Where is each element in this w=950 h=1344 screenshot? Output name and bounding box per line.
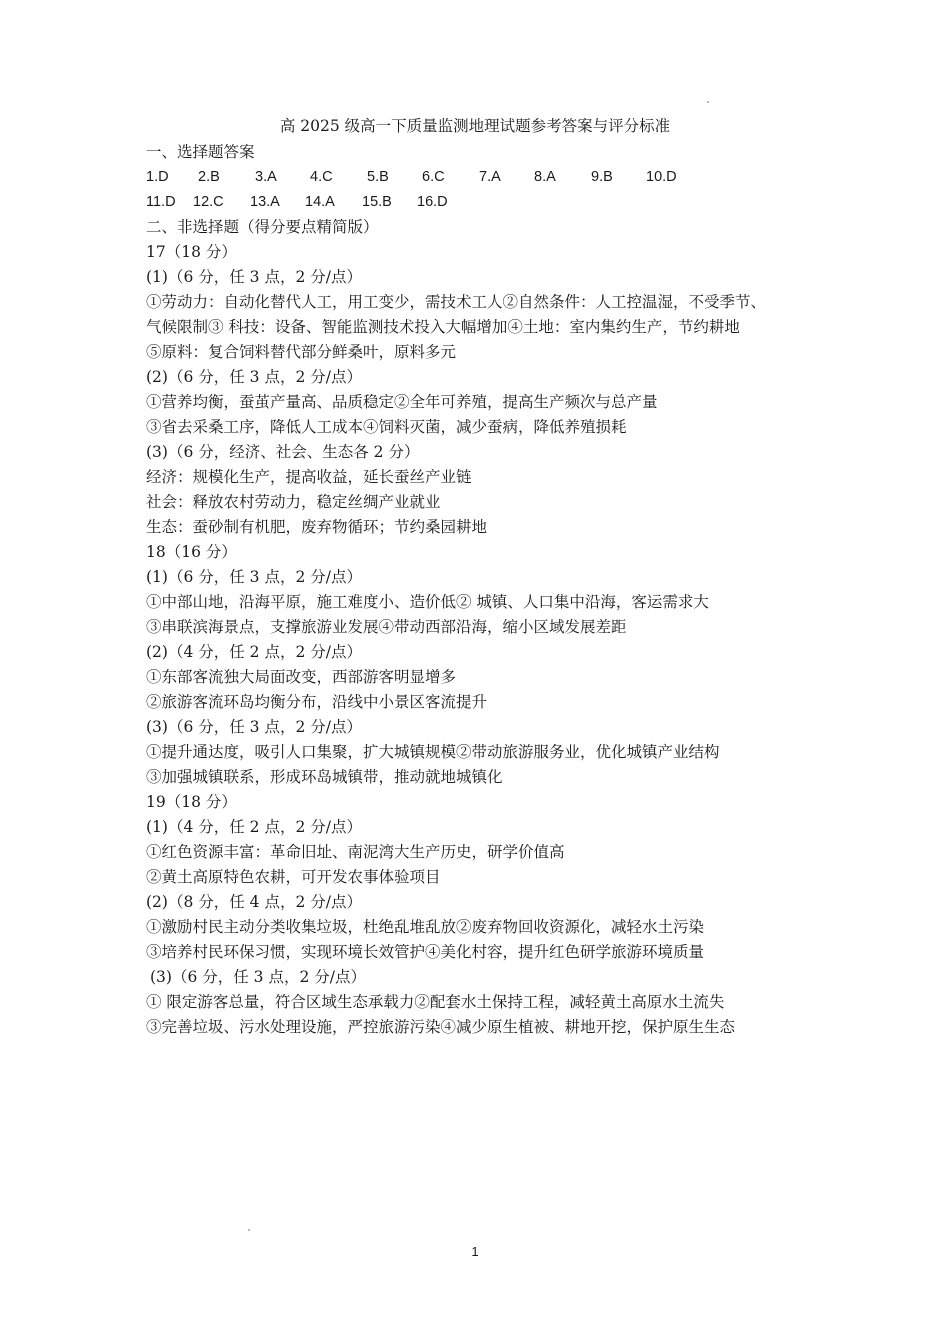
q18-part3-scoring: (3)（6 分，任 3 点，2 分/点）: [146, 718, 362, 736]
choice-answer: 15.B: [362, 194, 392, 210]
answer-line: ①红色资源丰富：革命旧址、南泥湾大生产历史，研学价值高: [146, 843, 565, 861]
page-number: 1: [471, 1244, 479, 1259]
answer-line: 经济：规模化生产，提高收益，延长蚕丝产业链: [146, 468, 472, 486]
choice-answer: 2.B: [198, 169, 220, 185]
answer-line: ①劳动力：自动化替代人工，用工变少，需技术工人②自然条件：人工控温湿，不受季节、: [146, 293, 767, 311]
q19-part3-scoring: (3)（6 分，任 3 点，2 分/点）: [150, 968, 366, 986]
choice-answer: 6.C: [422, 169, 445, 185]
choice-answer: 12.C: [193, 194, 224, 210]
question-19-heading: 19（18 分）: [146, 793, 237, 811]
choice-answer: 10.D: [646, 169, 677, 185]
choice-answer: 7.A: [479, 169, 501, 185]
answer-line: ②旅游客流环岛均衡分布，沿线中小景区客流提升: [146, 693, 488, 711]
choice-answer: 13.A: [250, 194, 280, 210]
answer-line: ①中部山地，沿海平原，施工难度小、造价低② 城镇、人口集中沿海，客运需求大: [146, 593, 709, 611]
choice-answer: 8.A: [534, 169, 556, 185]
choice-answer: 11.D: [146, 194, 176, 210]
q19-part2-scoring: (2)（8 分，任 4 点，2 分/点）: [146, 893, 362, 911]
question-17-heading: 17（18 分）: [146, 243, 237, 261]
q18-part1-scoring: (1)（6 分，任 3 点，2 分/点）: [146, 568, 362, 586]
answer-line: ⑤原料：复合饲料替代部分鲜桑叶，原料多元: [146, 343, 457, 361]
answer-line: ②黄土高原特色农耕，可开发农事体验项目: [146, 868, 441, 886]
choice-answer: 1.D: [146, 169, 169, 185]
choice-answer: 3.A: [255, 169, 277, 185]
answer-line: 气候限制③ 科技：设备、智能监测技术投入大幅增加④土地：室内集约生产，节约耕地: [146, 318, 740, 336]
answer-line: 生态：蚕砂制有机肥，废弃物循环；节约桑园耕地: [146, 518, 488, 536]
scan-speck-bottom: [248, 1229, 250, 1231]
answer-line: ①东部客流独大局面改变，西部游客明显增多: [146, 668, 457, 686]
answer-line: ①提升通达度，吸引人口集聚，扩大城镇规模②带动旅游服务业，优化城镇产业结构: [146, 743, 720, 761]
answer-line: ③完善垃圾、污水处理设施，严控旅游污染④减少原生植被、耕地开挖，保护原生生态: [146, 1018, 736, 1036]
q18-part2-scoring: (2)（4 分，任 2 点，2 分/点）: [146, 643, 362, 661]
answer-line: ①激励村民主动分类收集垃圾，杜绝乱堆乱放②废弃物回收资源化，减轻水土污染: [146, 918, 705, 936]
answer-line: ③省去采桑工序，降低人工成本④饲料灭菌，减少蚕病，降低养殖损耗: [146, 418, 627, 436]
choice-answer: 16.D: [417, 194, 448, 210]
answer-line: ①营养均衡，蚕茧产量高、品质稳定②全年可养殖，提高生产频次与总产量: [146, 393, 658, 411]
q17-part3-scoring: (3)（6 分，经济、社会、生态各 2 分）: [146, 443, 420, 461]
choice-answers-row-1: [146, 165, 826, 190]
document-title: 高 2025 级高一下质量监测地理试题参考答案与评分标准: [279, 117, 671, 135]
q17-part1-scoring: (1)（6 分，任 3 点，2 分/点）: [146, 268, 362, 286]
q19-part1-scoring: (1)（4 分，任 2 点，2 分/点）: [146, 818, 362, 836]
answer-line: ③培养村民环保习惯，实现环境长效管护④美化村容，提升红色研学旅游环境质量: [146, 943, 705, 961]
answer-line: ① 限定游客总量，符合区域生态承载力②配套水土保持工程，减轻黄土高原水土流失: [146, 993, 725, 1011]
section-heading-choice: 一、选择题答案: [146, 143, 255, 161]
answer-line: ③加强城镇联系，形成环岛城镇带，推动就地城镇化: [146, 768, 503, 786]
q17-part2-scoring: (2)（6 分，任 3 点，2 分/点）: [146, 368, 362, 386]
answer-line: ③串联滨海景点，支撑旅游业发展④带动西部沿海，缩小区域发展差距: [146, 618, 627, 636]
answer-body: [146, 140, 826, 1040]
section-heading-nonchoice: 二、非选择题（得分要点精简版）: [146, 218, 379, 236]
choice-answer: 14.A: [305, 194, 335, 210]
question-18-heading: 18（16 分）: [146, 543, 237, 561]
choice-answer: 9.B: [591, 169, 613, 185]
choice-answers-row-2: [146, 190, 826, 215]
choice-answer: 5.B: [367, 169, 389, 185]
choice-answer: 4.C: [310, 169, 333, 185]
scan-speck-top: [707, 101, 709, 103]
answer-line: 社会：释放农村劳动力，稳定丝绸产业就业: [146, 493, 441, 511]
